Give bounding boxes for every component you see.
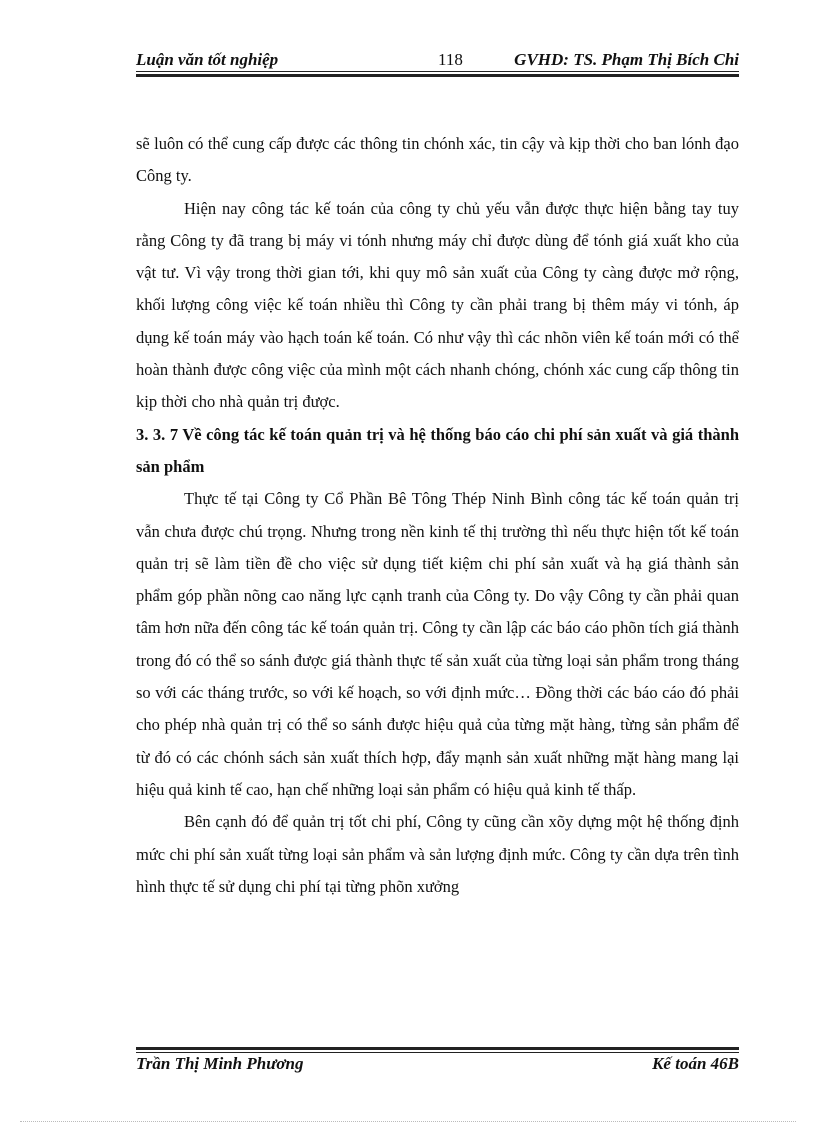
page-header [136, 48, 739, 72]
page-number: 118 [438, 50, 463, 69]
footer-class: Kế toán 46B [652, 1054, 739, 1073]
header-supervisor: GVHD: TS. Phạm Thị Bích Chi [514, 50, 739, 69]
body-paragraph-4: Bên cạnh đó để quản trị tốt chi phí, Công ty cũng cần xõy dựng một hệ thống định mức chi phí sản xuất từng loại sản phẩm và sản lượng định mức. Công ty cần dựa trên tình hình thực tế sử dụng chi phí tại từng phõn xưởng [136, 812, 739, 896]
body-paragraph-1: sẽ luôn có thể cung cấp được các thông tin chónh xác, tin cậy và kịp thời cho ban lónh đạo Công ty. [136, 134, 739, 186]
header-thesis-title: Luận văn tốt nghiệp [136, 50, 279, 69]
header-rule-thin [136, 71, 739, 72]
page-edge-divider [20, 1121, 796, 1122]
section-heading: 3. 3. 7 Về công tác kế toán quản trị và hệ thống báo cáo chi phí sản xuất và giá thành sản phẩm [136, 424, 739, 476]
footer-author: Trần Thị Minh Phương [136, 1054, 304, 1073]
page-body [136, 128, 739, 903]
header-rule-thick [136, 74, 739, 77]
body-paragraph-3: Thực tế tại Công ty Cổ Phần Bê Tông Thép Ninh Bình công tác kế toán quản trị vẫn chưa được chú trọng. Nhưng trong nền kinh tế thị trường thì nếu thực hiện tốt kế toán quản trị sẽ làm tiền đề cho việc sử dụng tiết kiệm chi phí sản xuất và hạ giá thành sản phẩm góp phần nõng cao năng lực cạnh tranh của Công ty. Do vậy Công ty cần phải quan tâm hơn nữa đến công tác kế toán quản trị. Công ty cần lập các báo cáo phõn tích giá thành trong đó có thể so sánh được giá thành thực tế sản xuất của từng loại sản phẩm trong tháng so với các tháng trước, so với kế hoạch, so với định mức… Đồng thời các báo cáo đó phải cho phép nhà quản trị có thể so sánh được hiệu quả của từng mặt hàng, từng sản phẩm để từ đó có các chónh sách sản xuất thích hợp, đẩy mạnh sản xuất những mặt hàng mang lại hiệu quả kinh tế cao, hạn chế những loại sản phẩm có hiệu quả kinh tế thấp. [136, 489, 739, 799]
body-paragraph-2: Hiện nay công tác kế toán của công ty chủ yếu vẫn được thực hiện bằng tay tuy rằng Công ty đã trang bị máy vi tónh nhưng máy chỉ được dùng để tónh giá xuất kho của vật tư. Vì vậy trong thời gian tới, khi quy mô sản xuất của Công ty càng được mở rộng, khối lượng công việc kế toán nhiều thì Công ty cần phải trang bị thêm máy vi tónh, áp dụng kế toán máy vào hạch toán kế toán. Có như vậy thì các nhõn viên kế toán mới có thể hoàn thành được công việc của mình một cách nhanh chóng, chónh xác cung cấp thông tin kịp thời cho nhà quản trị được. [136, 198, 739, 412]
page-footer [136, 1053, 739, 1077]
footer-rule-thick [136, 1047, 739, 1050]
